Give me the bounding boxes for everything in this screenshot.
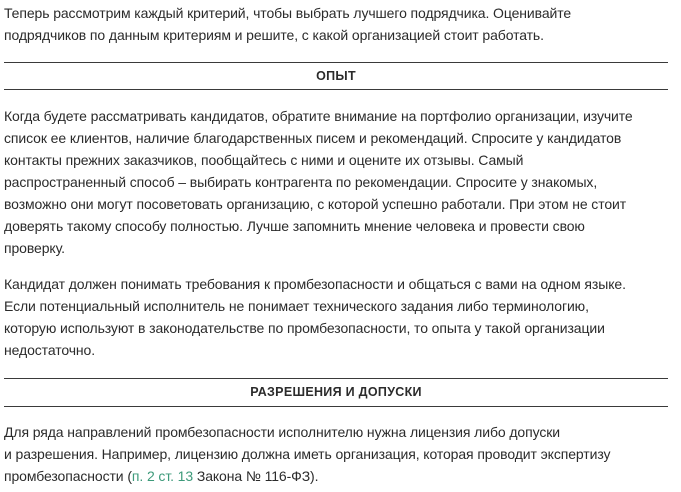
section-heading-experience: ОПЫТ (4, 62, 668, 90)
text-after-link: Закона № 116-ФЗ). (193, 468, 319, 484)
text-line: возможно они могут посоветовать организацию, с которой успешно работали. При этом не стоит (4, 196, 627, 212)
text-line: Кандидат должен понимать требования к промбезопасности и общаться с вами на одном языке. (4, 276, 626, 292)
text-line: недостаточно. (4, 342, 96, 358)
text-line: которую используют в законодательстве по промбезопасности, то опыта у такой организации (4, 320, 605, 336)
law-reference-link[interactable]: п. 2 ст. 13 (131, 468, 194, 484)
text-line: и разрешения. Например, лицензию должна иметь организация, которая проводит экспертизу (4, 446, 611, 462)
experience-paragraph-1 (4, 105, 633, 259)
text-line-with-link (4, 465, 610, 487)
text-line: Когда будете рассматривать кандидатов, обратите внимание на портфолио организации, изучите (4, 108, 633, 124)
text-line: контакты прежних заказчиков, пообщайтесь с ними и оцените их отзывы. Самый (4, 152, 524, 168)
text-before-link: промбезопасности ( (4, 468, 132, 484)
text-line: Теперь рассмотрим каждый критерий, чтобы выбрать лучшего подрядчика. Оценивайте (4, 5, 572, 21)
text-line: Для ряда направлений промбезопасности исполнителю нужна лицензия либо допуски (4, 424, 560, 440)
text-line: Если потенциальный исполнитель не понимает технического задания либо терминологию, (4, 298, 589, 314)
section-heading-permits: РАЗРЕШЕНИЯ И ДОПУСКИ (4, 378, 668, 407)
text-line: подрядчиков по данным критериям и решите, с какой организацией стоит работать. (4, 27, 544, 43)
intro-paragraph (4, 2, 571, 46)
text-line: проверку. (4, 240, 65, 256)
text-line: распространенный способ – выбирать контрагента по рекомендации. Спросите у знакомых, (4, 174, 598, 190)
text-line: доверять такому способу полностью. Лучше запомнить мнение человека и провести свою (4, 218, 585, 234)
permits-paragraph (4, 421, 610, 487)
text-line: список ее клиентов, наличие благодарственных писем и рекомендаций. Спросите у кандидатов (4, 130, 622, 146)
experience-paragraph-2 (4, 273, 626, 361)
